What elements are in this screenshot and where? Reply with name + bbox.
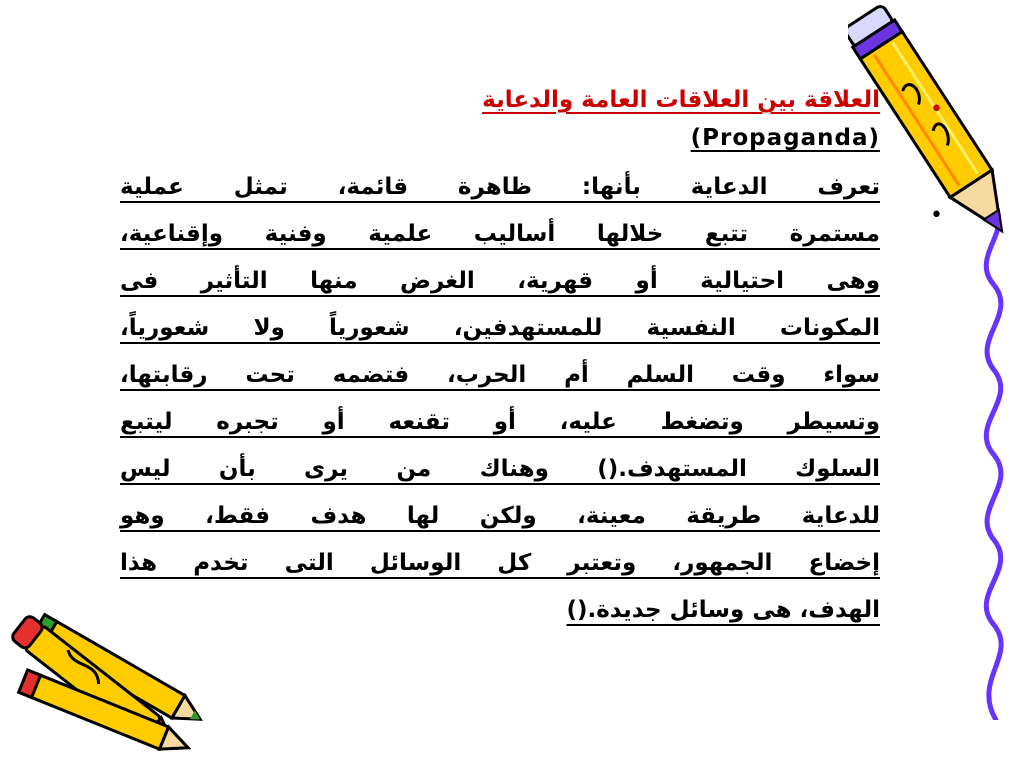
slide-title-arabic: العلاقة بين العلاقات العامة والدعاية <box>482 87 880 113</box>
paragraph-line: وهى احتيالية أو قهرية، الغرض منها التأثير فى <box>120 268 880 294</box>
paragraph-line: الهدف، هى وسائل جديدة.() <box>566 597 880 623</box>
paragraph-line: تعرف الدعاية بأنها: ظاهرة قائمة، تمثل عملية <box>120 174 880 200</box>
decorative-squiggle <box>960 200 1024 720</box>
paragraph-line: سواء وقت السلم أم الحرب، فتضمه تحت رقابتها، <box>120 362 880 388</box>
paragraph-bullet: • <box>930 203 943 228</box>
title-bullet: • <box>930 97 943 122</box>
paragraph-line: وتسيطر وتضغط عليه، أو تقنعه أو تجبره ليتبع <box>120 409 880 435</box>
slide-content <box>120 82 880 634</box>
definition-paragraph <box>120 164 880 634</box>
paragraph-line: المكونات النفسية للمستهدفين، شعورياً ولا شعورياً، <box>120 315 880 341</box>
paragraph-line: مستمرة تتبع خلالها أساليب علمية وفنية وإقناعية، <box>120 221 880 247</box>
paragraph-line: إخضاع الجمهور، وتعتبر كل الوسائل التى تخدم هذا <box>120 550 880 576</box>
slide-title-english: (Propaganda) <box>690 125 880 151</box>
paragraph-line: للدعاية طريقة معينة، ولكن لها هدف فقط، وهو <box>120 503 880 529</box>
paragraph-line: السلوك المستهدف.() وهناك من يرى بأن ليس <box>120 456 880 482</box>
